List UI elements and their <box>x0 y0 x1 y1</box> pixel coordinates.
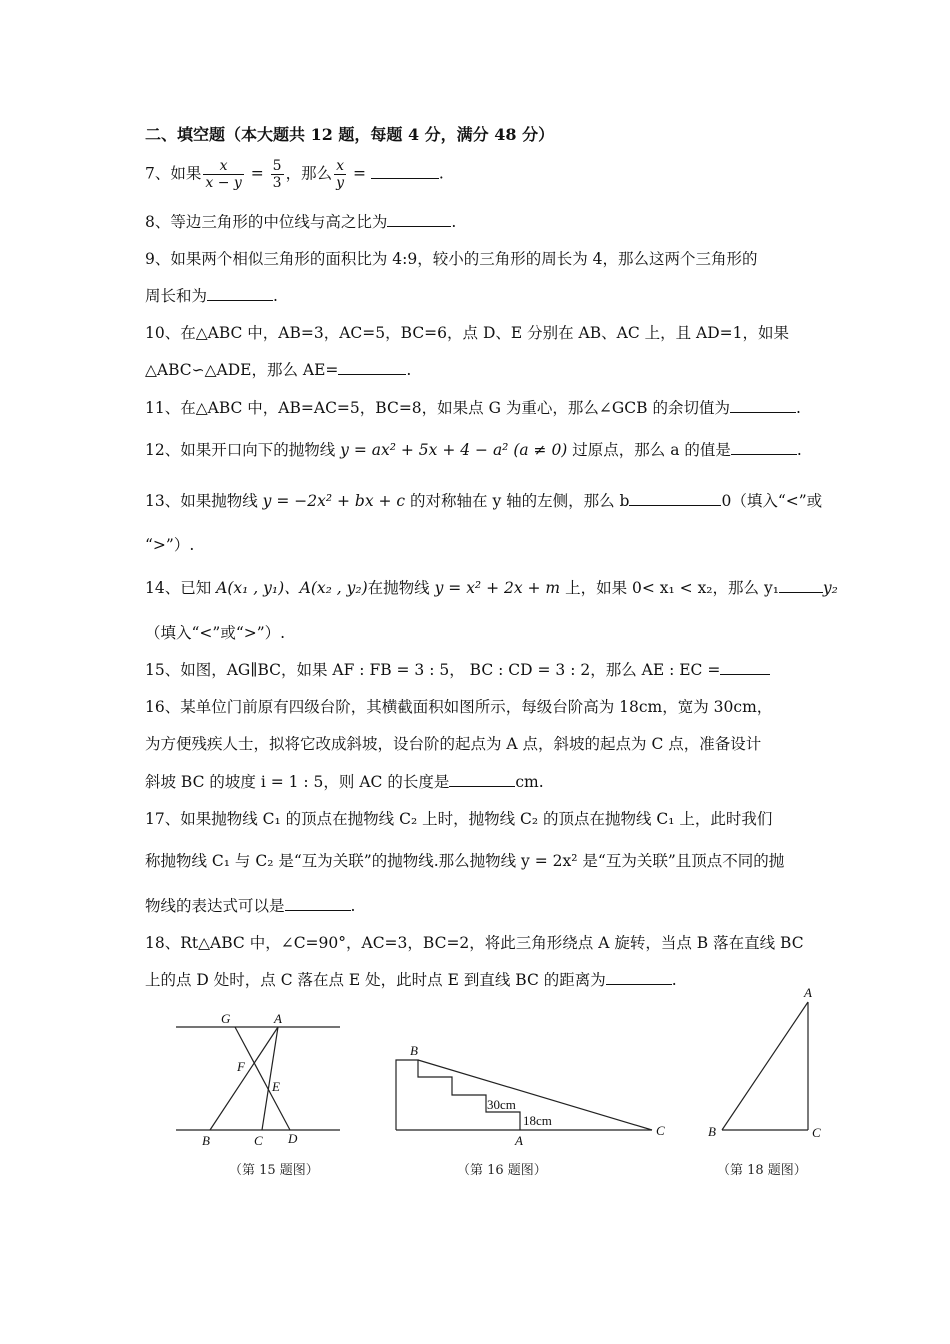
q14-mid: 在抛物线 <box>367 579 435 597</box>
q12-end: . <box>796 441 802 459</box>
q7-frac1-num: x <box>203 158 243 175</box>
question-13-line-2: “>”）. <box>145 536 195 554</box>
fig18-label-c: C <box>812 1125 821 1140</box>
q7-frac2-num: 5 <box>272 158 282 174</box>
q7-equals-2: = <box>348 164 371 183</box>
question-16-line-1: 16、某单位门前原有四级台阶，其横截面积如图所示，每级台阶高为 18cm，宽为 30cm， <box>145 698 773 716</box>
question-9-line-1: 9、如果两个相似三角形的面积比为 4:9，较小的三角形的周长为 4，那么这两个三角形的 <box>145 250 758 268</box>
q14-pre: 14、已知 <box>145 579 217 597</box>
q8-end: . <box>451 213 457 231</box>
q7-frac3-den: y <box>336 175 345 191</box>
fig15-line-gd <box>235 1027 290 1130</box>
q7-frac1-den: x − y <box>205 175 242 191</box>
q7-frac3-num: x <box>334 158 346 175</box>
q16-line3-post: cm. <box>515 773 544 791</box>
fig16-label-a: A <box>515 1133 523 1148</box>
question-16-line-2: 为方便残疾人士，拟将它改成斜坡，设台阶的起点为 A 点，斜坡的起点为 C 点，准备设计 <box>145 735 762 753</box>
fig18-side-ba <box>722 1002 808 1130</box>
q7-end: . <box>438 164 444 183</box>
q17-end: . <box>350 897 356 915</box>
fig16-label-height: 18cm <box>523 1113 552 1128</box>
q9-line2-text: 周长和为 <box>145 287 208 305</box>
q14-points: A(x₁ , y₁)、A(x₂ , y₂) <box>216 579 368 597</box>
fig16-label-b: B <box>410 1043 418 1058</box>
section-title: 二、填空题（本大题共 12 题，每题 4 分，满分 48 分） <box>145 125 555 144</box>
q13-formula: y = −2x² + bx + c <box>262 492 406 510</box>
q13-post: 的对称轴在 y 轴的左侧，那么 b <box>405 492 630 510</box>
q15-text: 15、如图，AG∥BC，如果 AF : FB = 3 : 5， BC : CD = 3 : 2，那么 AE : EC = <box>145 661 721 679</box>
fig15-line-ab <box>210 1027 278 1130</box>
fig15-label-c: C <box>254 1133 263 1148</box>
q12-formula: y = ax² + 5x + 4 − a² (a ≠ 0) <box>340 441 568 459</box>
question-18-line-1: 18、Rt△ABC 中，∠C=90°，AC=3，BC=2，将此三角形绕点 A 旋转，当点 B 落在直线 BC <box>145 934 804 952</box>
q14-formula: y = x² + 2x + m <box>434 579 561 597</box>
q17-line3-text: 物线的表达式可以是 <box>145 897 285 915</box>
q13-pre: 13、如果抛物线 <box>145 492 263 510</box>
question-10-line-1: 10、在△ABC 中，AB=3，AC=5，BC=6，点 D、E 分别在 AB、AC 上，且 AD=1，如果 <box>145 324 790 342</box>
question-17-line-1: 17、如果抛物线 C₁ 的顶点在抛物线 C₂ 上时，抛物线 C₂ 的顶点在抛物线 C₁ 上，此时我们 <box>145 810 773 828</box>
fig15-label-d: D <box>288 1131 298 1146</box>
q16-line3-pre: 斜坡 BC 的坡度 i = 1 : 5，则 AC 的长度是 <box>145 773 450 791</box>
q7-mid: ，那么 <box>285 164 333 183</box>
fig16-steps <box>396 1060 520 1130</box>
q13-tail: 0（填入“<”或 <box>721 492 823 510</box>
q18-line2-text: 上的点 D 处时，点 C 落在点 E 处，此时点 E 到直线 BC 的距离为 <box>145 971 606 989</box>
q8-text: 8、等边三角形的中位线与高之比为 <box>145 213 388 231</box>
fig15-caption: （第 15 题图） <box>229 1163 319 1178</box>
figure-18 <box>722 1002 808 1130</box>
figure-15 <box>176 1027 340 1130</box>
fig18-label-a: A <box>804 985 812 1000</box>
q7-pre: 如果 <box>170 164 202 183</box>
fig15-label-f: F <box>237 1059 245 1074</box>
fig16-label-c: C <box>656 1123 665 1138</box>
fig16-label-width: 30cm <box>487 1097 516 1112</box>
q14-tail: y₂ <box>822 579 838 597</box>
q12-pre: 12、如果开口向下的抛物线 <box>145 441 341 459</box>
q7-number: 7、 <box>145 164 171 183</box>
q10-line2-text: △ABC∽△ADE，那么 AE= <box>145 361 339 379</box>
fig18-caption: （第 18 题图） <box>717 1163 807 1178</box>
q14-condition: 上，如果 0< x₁ < x₂，那么 y₁ <box>560 579 779 597</box>
q7-equals: = <box>245 164 269 183</box>
fig16-caption: （第 16 题图） <box>457 1163 547 1178</box>
fig15-label-a: A <box>274 1011 282 1026</box>
q7-frac2-den: 3 <box>272 175 282 191</box>
fig18-label-b: B <box>708 1124 716 1139</box>
q12-post: 过原点，那么 a 的值是 <box>567 441 731 459</box>
q10-end: . <box>406 361 412 379</box>
question-14-line-2: （填入“<”或“>”）. <box>145 624 286 642</box>
q9-end: . <box>273 287 278 305</box>
q11-end: . <box>795 399 801 417</box>
question-17-line-2: 称抛物线 C₁ 与 C₂ 是“互为关联”的抛物线.那么抛物线 y = 2x² 是“互为关联”且顶点不同的抛 <box>145 852 785 870</box>
q18-end: . <box>671 971 677 989</box>
fig15-label-g: G <box>221 1011 231 1026</box>
fig15-label-b: B <box>202 1133 210 1148</box>
fig15-label-e: E <box>272 1079 280 1094</box>
q11-text: 11、在△ABC 中，AB=AC=5，BC=8，如果点 G 为重心，那么∠GCB 的余切值为 <box>145 399 730 417</box>
